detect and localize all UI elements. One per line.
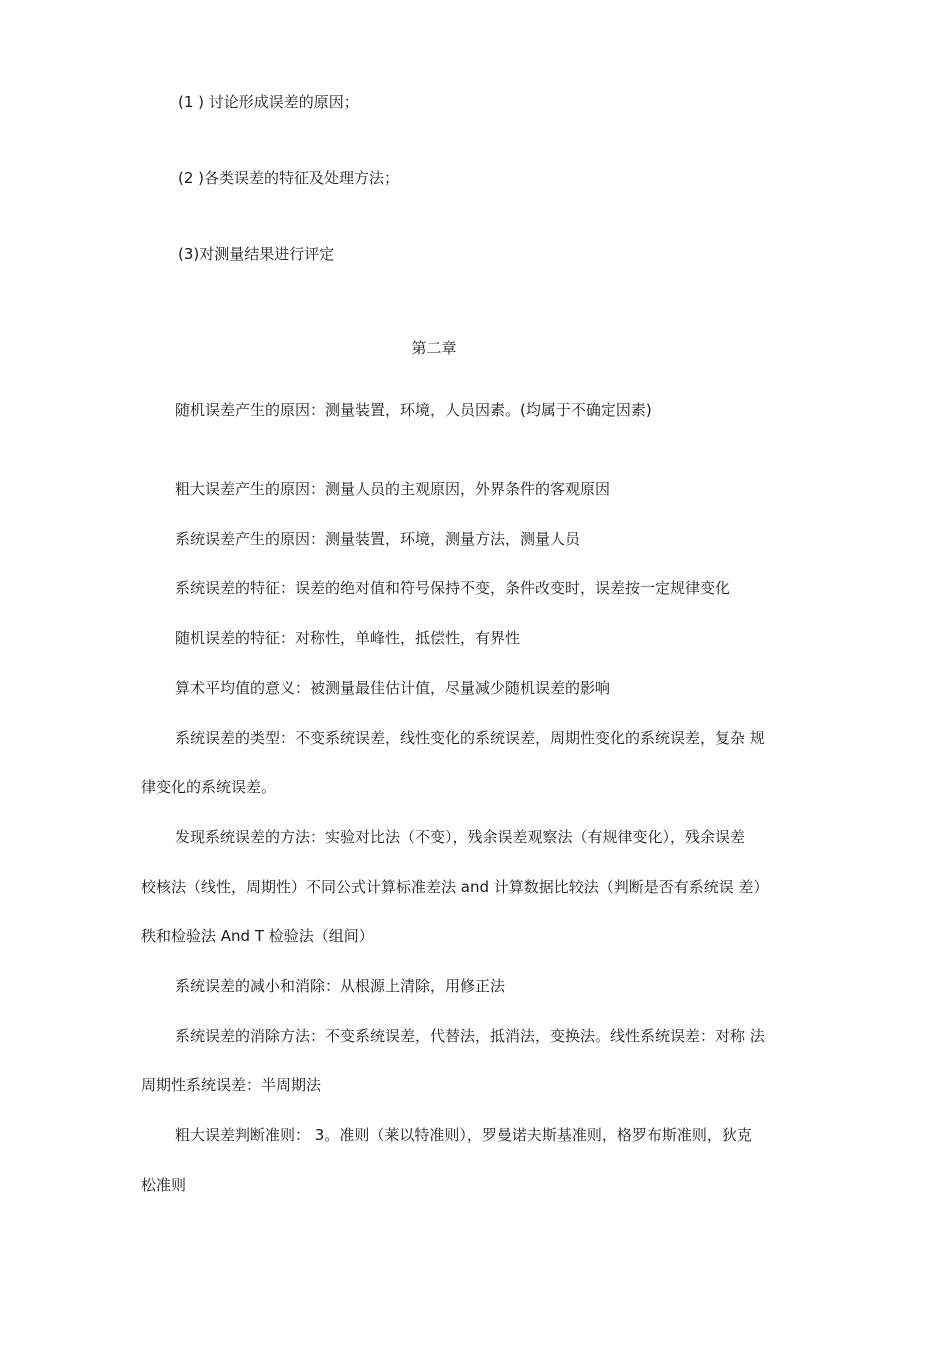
paragraph-elimination-methods-line-2: 周期性系统误差：半周期法: [141, 1076, 322, 1094]
paragraph-random-error-causes: 随机误差产生的原因：测量装置，环境，人员因素。(均属于不确定因素): [175, 401, 652, 419]
paragraph-systematic-error-causes: 系统误差产生的原因：测量装置，环境，测量方法，测量人员: [175, 530, 581, 548]
intro-item-3: (3)对测量结果进行评定: [178, 245, 335, 263]
paragraph-elimination-methods-line-1: 系统误差的消除方法：不变系统误差，代替法，抵消法，变换法。线性系统误差：对称 法: [175, 1027, 765, 1045]
paragraph-random-error-features: 随机误差的特征：对称性，单峰性，抵偿性，有界性: [175, 629, 521, 647]
intro-item-2: (2 )各类误差的特征及处理方法；: [178, 169, 400, 187]
paragraph-arithmetic-mean: 算术平均值的意义：被测量最佳估计值，尽量减少随机误差的影响: [175, 679, 611, 697]
paragraph-detect-methods-line-1: 发现系统误差的方法：实验对比法（不变），残余误差观察法（有规律变化），残余误差: [175, 828, 746, 846]
paragraph-gross-error-causes: 粗大误差产生的原因：测量人员的主观原因，外界条件的客观原因: [175, 480, 611, 498]
intro-item-1: (1 ) 讨论形成误差的原因；: [178, 93, 359, 111]
paragraph-reduce-eliminate: 系统误差的减小和消除：从根源上清除，用修正法: [175, 977, 506, 995]
paragraph-systematic-error-types-line-2: 律变化的系统误差。: [141, 778, 277, 796]
paragraph-gross-error-criteria-line-2: 松准则: [141, 1176, 187, 1194]
chapter-title: 第二章: [411, 339, 457, 357]
paragraph-gross-error-criteria-line-1: 粗大误差判断准则： 3。准则（莱以特准则），罗曼诺夫斯基准则，格罗布斯准则，狄克: [175, 1126, 752, 1144]
paragraph-detect-methods-line-2: 校核法（线性，周期性）不同公式计算标准差法 and 计算数据比较法（判断是否有系统误 差）: [141, 878, 769, 896]
paragraph-systematic-error-types-line-1: 系统误差的类型：不变系统误差，线性变化的系统误差，周期性变化的系统误差，复杂 规: [175, 729, 765, 747]
paragraph-detect-methods-line-3: 秩和检验法 And T 检验法（组间）: [141, 927, 374, 945]
paragraph-systematic-error-features: 系统误差的特征：误差的绝对值和符号保持不变，条件改变时，误差按一定规律变化: [175, 579, 731, 597]
